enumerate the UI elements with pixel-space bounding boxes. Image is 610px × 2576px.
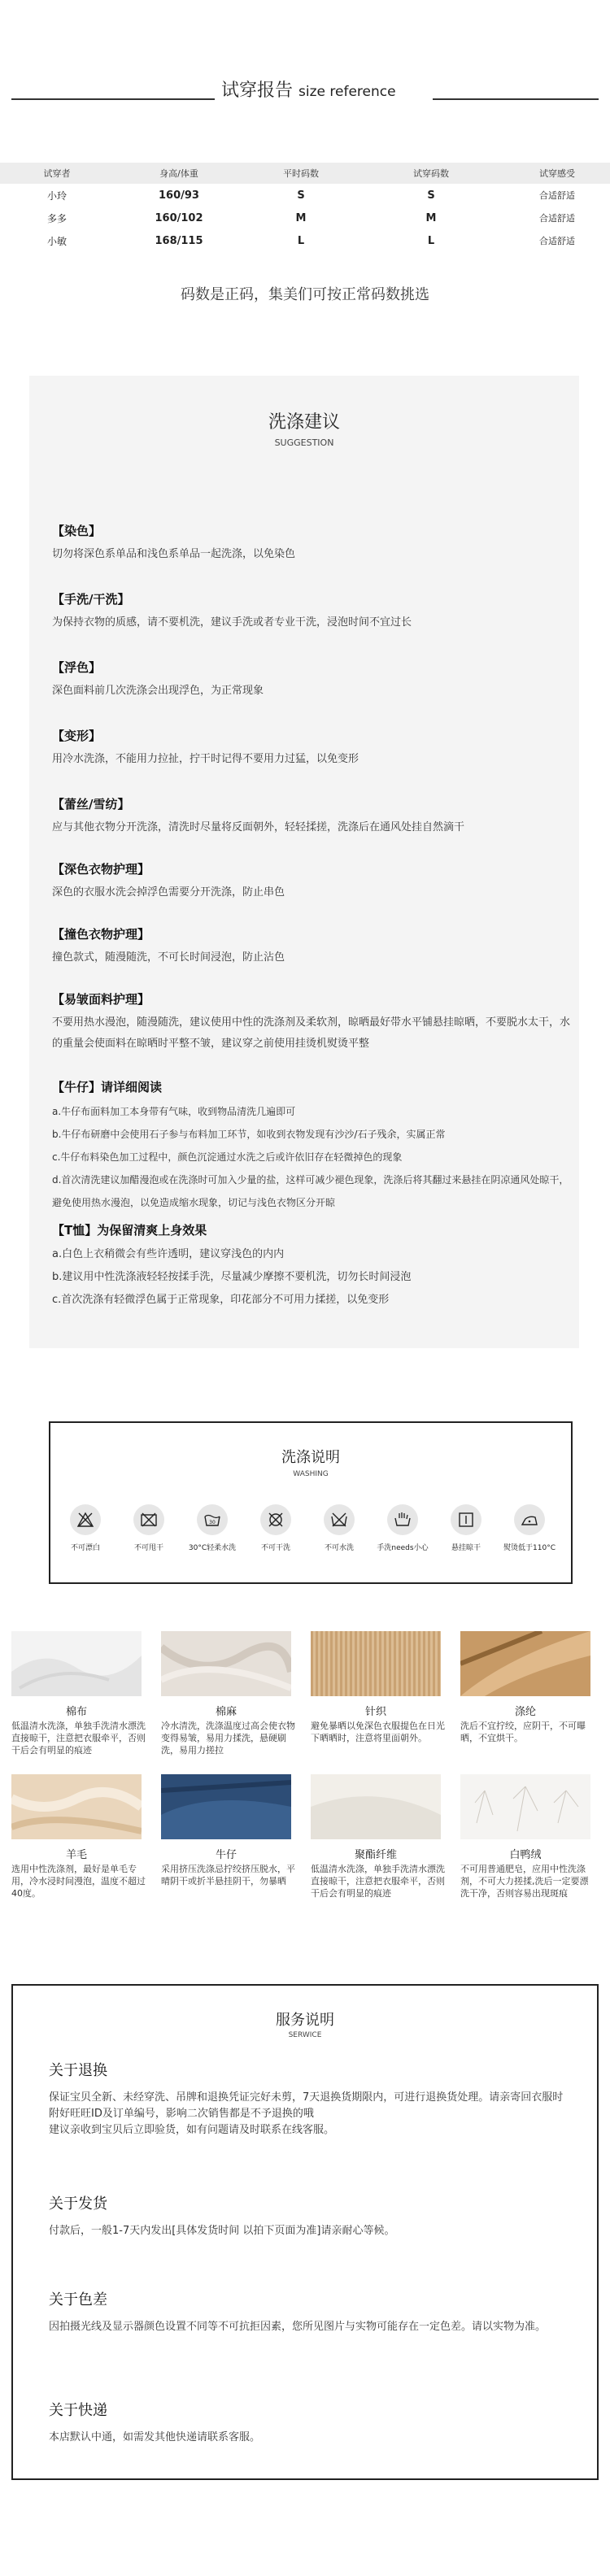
washing-title: 洗涤说明 [281, 1449, 340, 1466]
wash-icon-label: 30°C轻柔水洗 [188, 1544, 237, 1552]
wash-item-tshirt [52, 1221, 573, 1312]
hand-wash-icon [387, 1504, 418, 1535]
wash-item-heading: 【T恤】为保留清爽上身效果 [52, 1223, 207, 1238]
wash-item-denim [52, 1078, 573, 1214]
wash-icon-item [438, 1504, 495, 1552]
cell-height-weight: 160/93 [159, 189, 199, 202]
fabric-polyester-fiber [311, 1774, 449, 1899]
service-item-heading: 关于快递 [49, 2402, 107, 2419]
service-title: 服务说明 [276, 2012, 334, 2029]
cell-tried-size: L [427, 234, 435, 247]
report-title-cn: 试穿报告 [221, 80, 294, 101]
wash-item-text: 应与其他衣物分开洗涤，清洗时尽量将反面朝外，轻轻揉搓，洗涤后在通风处挂自然滴干 [52, 821, 465, 833]
fabric-wool [11, 1774, 150, 1899]
wash-item-heading: 【浮色】 [52, 660, 102, 675]
fabric-denim [161, 1774, 299, 1887]
iron-110-icon [514, 1504, 545, 1535]
wash-subtitle: SUGGESTION [274, 437, 334, 448]
service-subtitle: SERWICE [288, 2031, 322, 2039]
header-feeling: 试穿感受 [539, 168, 575, 179]
service-item-text: 本店默认中通，如需发其他快递请联系客服。 [49, 2431, 261, 2443]
wash-icon-label: 熨烫低于110°C [503, 1544, 556, 1552]
size-table [0, 163, 610, 252]
cell-usual-size: S [297, 189, 305, 202]
cell-tester: 多多 [46, 212, 67, 224]
cell-tester: 小玲 [46, 189, 67, 202]
cell-usual-size: L [297, 234, 305, 247]
wash-item-heading: 【牛仔】请详细阅读 [52, 1080, 163, 1094]
header-height-weight: 身高/体重 [159, 168, 198, 179]
fabric-name: 羊毛 [65, 1849, 87, 1861]
fabric-name: 聚酯纤维 [354, 1849, 397, 1861]
cell-tried-size: S [427, 189, 435, 202]
cell-feeling: 合适舒适 [539, 190, 575, 201]
fabric-knit-swatch [311, 1631, 441, 1696]
service-item-return [49, 2059, 569, 2139]
fabric-cotton [11, 1631, 150, 1756]
wash-icon-item [184, 1504, 241, 1552]
fabric-desc: 冷水清洗，洗涤温度过高会使衣物变得易皱，易用力揉洗，悬硬刷洗，易用力搓拉 [161, 1721, 295, 1756]
fabric-polyester-swatch [460, 1631, 590, 1696]
fabric-desc: 避免暴晒以免深色衣服提色在日光下晒晒时，注意将里面朝外。 [311, 1721, 445, 1743]
wash-icon-item [374, 1504, 431, 1552]
wash-item-text: 深色的衣服水洗会掉浮色需要分开洗涤，防止串色 [52, 886, 285, 899]
fabric-polyester [460, 1631, 599, 1744]
no-bleach-icon [70, 1504, 101, 1535]
wash-suggestion-panel [29, 376, 579, 1348]
service-item-text: 保证宝贝全新、未经穿洗、吊牌和退换凭证完好未剪，7天退换货期限内，可进行退换货处理。请亲寄回衣服时附好旺旺ID及订单编号，影响二次销售都是不予退换的哦 建议亲收到宝贝后立即验货，如有问题请及时联系在线客服。 [49, 2091, 564, 2136]
service-item-heading: 关于色差 [49, 2291, 107, 2308]
fabric-name: 针织 [364, 1706, 386, 1718]
wash-icon-item [57, 1504, 114, 1552]
washing-instructions-box [49, 1421, 573, 1584]
no-dry-clean-icon [260, 1504, 291, 1535]
fabric-name: 牛仔 [215, 1849, 237, 1861]
wash-item-text: 撞色款式，随漫随洗，不可长时间浸泡，防止沾色 [52, 951, 285, 964]
table-row [0, 184, 610, 207]
wash-item-heading: 【深色衣物护理】 [52, 862, 150, 877]
hang-dry-icon [451, 1504, 481, 1535]
wash-item-wrinkle-care [52, 990, 573, 1055]
wash-icon-label: 手洗needs小心 [377, 1544, 429, 1552]
table-row [0, 229, 610, 252]
wash-item-text: a.白色上衣稍微会有些许透明，建议穿浅色的内内 b.建议用中性洗涤液轻轻按揉手洗，尽量减少摩擦不要机洗，切勿长时间浸泡 c.首次洗涤有轻微浮色属于正常现象，印花部分不可用力揉搓，以免变形 [52, 1248, 412, 1306]
wash-item-heading: 【易皱面料护理】 [52, 992, 150, 1007]
wash-item-text: a.牛仔布面料加工本身带有气味，收到物品清洗几遍即可 b.牛仔布研磨中会使用石子参与布料加工环节，如收到衣物发现有沙沙/石子残余，实属正常 c.牛仔布料染色加工过程中，颜色沉淀通过水洗之后或许依旧存在轻微掉色的现象 d.首次清洗建议加醋漫泡或在洗涤时可加入少量的盐，这样可减少褪色现象，洗涤后将其翻过来悬挂在阴凉通风处晾干，避免使用热水漫泡，以免造成缩水现象，切记与浅色衣物区分开晾 [52, 1106, 569, 1208]
wash-icon-label: 不可甩干 [133, 1544, 163, 1552]
wash-icon-label: 不可水洗 [324, 1544, 354, 1552]
header-tester: 试穿者 [43, 168, 71, 179]
wash-title: 洗涤建议 [268, 412, 340, 433]
fabric-desc: 低温清水洗涤，单独手洗清水漂洗直接晾干，注意把衣服牵平，否则干后会有明显的痕迹 [11, 1721, 146, 1756]
header-usual-size: 平时码数 [283, 168, 319, 179]
wash-item-heading: 【染色】 [52, 524, 102, 538]
fabric-name: 涤纶 [514, 1706, 536, 1718]
fabric-denim-swatch [161, 1774, 291, 1839]
fabric-desc: 洗后不宜拧绞，应阴干，不可曝晒，不宜烘干。 [460, 1721, 586, 1743]
wash-item-float-color [52, 659, 573, 702]
fabric-duck-down-swatch [460, 1774, 590, 1839]
wash-icon-label: 不可漂白 [70, 1544, 100, 1552]
service-box [11, 1984, 599, 2480]
no-water-wash-icon [324, 1504, 355, 1535]
fabric-desc: 选用中性洗涤剂，最好是单毛专用，冷水浸时间漫泡，温度不超过40度。 [11, 1864, 146, 1899]
service-item-shipping [49, 2192, 569, 2239]
cell-height-weight: 168/115 [155, 234, 203, 247]
wash-item-text: 不要用热水漫泡，随漫随洗，建议使用中性的洗涤剂及柔软剂，晾晒最好带水平铺悬挂晾晒，不要脱水太干，水的重量会使面料在晾晒时平整不皱，建议穿之前使用挂烫机熨烫平整 [52, 1016, 571, 1050]
cell-feeling: 合适舒适 [539, 236, 575, 246]
wash-item-dark-care [52, 860, 573, 903]
service-item-text: 付款后，一般1-7天内发出[具体发货时间 以拍下页面为准]请亲耐心等候。 [49, 2225, 395, 2237]
wash-item-text: 深色面料前几次洗涤会出现浮色，为正常现象 [52, 685, 264, 697]
service-item-express [49, 2399, 569, 2446]
wash-30-icon [197, 1504, 228, 1535]
wash-icon-item [247, 1504, 304, 1552]
title-divider-right [433, 98, 599, 100]
title-divider-left [11, 98, 215, 100]
size-table-header [0, 163, 610, 184]
wash-item-dye [52, 522, 573, 565]
wash-item-heading: 【蕾丝/雪纺】 [52, 797, 130, 812]
fabric-desc: 不可用普通肥皂，应用中性洗涤剂，不可大力搓揉,洗后一定要漂洗干净，否则容易出现斑痕 [460, 1864, 589, 1899]
report-title-en: size reference [298, 84, 396, 100]
no-tumble-dry-icon [133, 1504, 164, 1535]
wash-item-heading: 【撞色衣物护理】 [52, 927, 150, 942]
fabric-knit [311, 1631, 449, 1744]
fabric-wool-swatch [11, 1774, 142, 1839]
service-item-color-diff [49, 2288, 569, 2335]
cell-tried-size: M [425, 211, 437, 224]
fabric-name: 棉麻 [215, 1706, 237, 1718]
wash-item-heading: 【手洗/干洗】 [52, 592, 130, 607]
wash-item-text: 为保持衣物的质感，请不要机洗，建议手洗或者专业干洗，浸泡时间不宜过长 [52, 616, 412, 629]
fabric-polyester-fiber-swatch [311, 1774, 441, 1839]
header-tried-size: 试穿码数 [413, 168, 449, 179]
report-header [0, 72, 610, 104]
fabric-desc: 采用挤压洗涤忌拧绞挤压脱水，平晴阴干或折半悬挂阴干，勿暴晒 [161, 1864, 295, 1886]
fabric-cotton-linen [161, 1631, 299, 1756]
wash-item-text: 切勿将深色系单品和浅色系单品一起洗涤，以免染色 [52, 548, 296, 560]
fabric-cotton-linen-swatch [161, 1631, 291, 1696]
wash-item-contrast-care [52, 925, 573, 968]
wash-icon-item [120, 1504, 177, 1552]
fabric-duck-down [460, 1774, 599, 1899]
wash-item-text: 用冷水洗涤，不能用力拉扯，拧干时记得不要用力过猛，以免变形 [52, 753, 359, 765]
cell-tester: 小敏 [46, 235, 67, 247]
wash-icon-label: 不可干洗 [260, 1544, 290, 1552]
cell-feeling: 合适舒适 [539, 213, 575, 224]
fabric-name: 棉布 [65, 1706, 87, 1718]
wash-icon-label: 悬挂晾干 [451, 1544, 481, 1552]
svg-text:30: 30 [209, 1520, 216, 1525]
wash-item-deform [52, 727, 573, 770]
wash-icon-item [501, 1504, 558, 1552]
size-note: 码数是正码，集美们可按正常码数挑选 [181, 286, 429, 303]
table-row [0, 207, 610, 229]
cell-usual-size: M [295, 211, 307, 224]
wash-item-heading: 【变形】 [52, 729, 102, 743]
report-title [221, 76, 465, 102]
wash-item-lace [52, 795, 573, 838]
wash-icon-item [311, 1504, 368, 1552]
cell-height-weight: 160/102 [155, 211, 203, 224]
service-item-heading: 关于退换 [49, 2062, 107, 2079]
fabric-desc: 低温清水洗涤，单独手洗清水漂洗直接晾干，注意把衣服牵平，否则干后会有明显的痕迹 [311, 1864, 445, 1899]
wash-item-hand-wash [52, 590, 573, 633]
fabric-name: 白鸭绒 [509, 1849, 542, 1861]
service-item-heading: 关于发货 [49, 2195, 107, 2213]
fabric-cotton-swatch [11, 1631, 142, 1696]
washing-subtitle: WASHING [293, 1470, 329, 1478]
service-item-text: 因拍摄光线及显示器颜色设置不同等不可抗拒因素，您所见图片与实物可能存在一定色差。请以实物为准。 [49, 2321, 547, 2333]
